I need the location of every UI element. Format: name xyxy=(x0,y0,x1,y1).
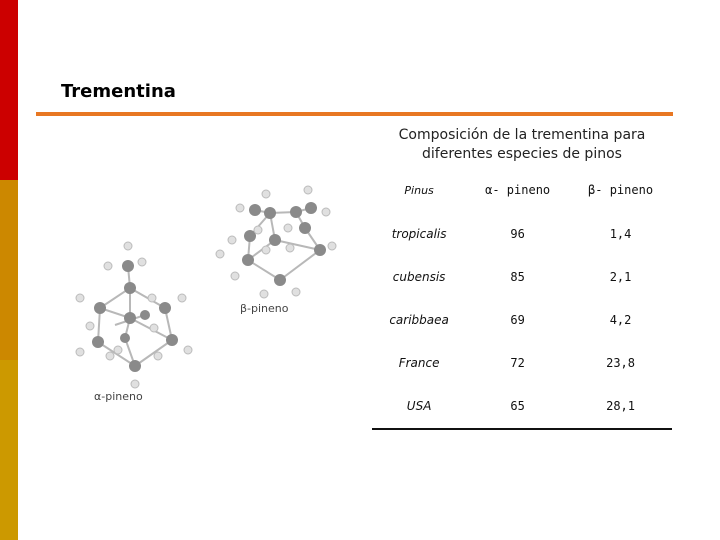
sidebar-accent-orange xyxy=(0,180,18,360)
header-beta-pineno: β- pineno xyxy=(588,183,654,197)
sidebar-accent-red xyxy=(0,0,18,180)
slide-title: Trementina xyxy=(61,81,176,102)
header-pinus: Pinus xyxy=(404,183,434,197)
caption-line-2: diferentes especies de pinos xyxy=(422,146,622,162)
pinene-molecule-figure xyxy=(70,180,370,410)
alpha-value-cell: 69 xyxy=(510,312,525,327)
beta-pinene-carbon-atoms xyxy=(242,202,326,286)
beta-pinene-label: β-pineno xyxy=(240,302,289,315)
alpha-value-cell: 65 xyxy=(510,398,525,413)
table-caption xyxy=(372,126,672,164)
composition-table xyxy=(372,168,672,427)
beta-pinene-bonds xyxy=(248,208,320,280)
beta-value-cell: 2,1 xyxy=(609,269,632,284)
beta-value-cell: 23,8 xyxy=(606,355,635,370)
header-alpha-pineno: α- pineno xyxy=(485,183,551,197)
species-cell: France xyxy=(398,355,440,370)
species-cell: tropicalis xyxy=(391,226,447,241)
alpha-value-cell: 72 xyxy=(510,355,525,370)
table-row xyxy=(372,255,672,298)
table-row xyxy=(372,384,672,427)
beta-value-cell: 28,1 xyxy=(606,398,635,413)
caption-line-1: Composición de la trementina para xyxy=(398,127,646,143)
beta-value-cell: 4,2 xyxy=(609,312,632,327)
table-bottom-rule xyxy=(372,428,672,430)
table-row xyxy=(372,298,672,341)
table-row xyxy=(372,212,672,255)
alpha-value-cell: 96 xyxy=(510,226,525,241)
table-header-row xyxy=(372,168,672,212)
species-cell: cubensis xyxy=(392,269,446,284)
title-underline xyxy=(36,112,673,116)
alpha-value-cell: 85 xyxy=(510,269,525,284)
species-cell: USA xyxy=(406,398,432,413)
alpha-pinene-label: α-pineno xyxy=(94,390,143,403)
sidebar-accent-gold xyxy=(0,360,18,540)
alpha-pinene-carbon-atoms xyxy=(92,260,178,372)
table-row xyxy=(372,341,672,384)
beta-value-cell: 1,4 xyxy=(609,226,632,241)
species-cell: caribbaea xyxy=(389,312,449,327)
